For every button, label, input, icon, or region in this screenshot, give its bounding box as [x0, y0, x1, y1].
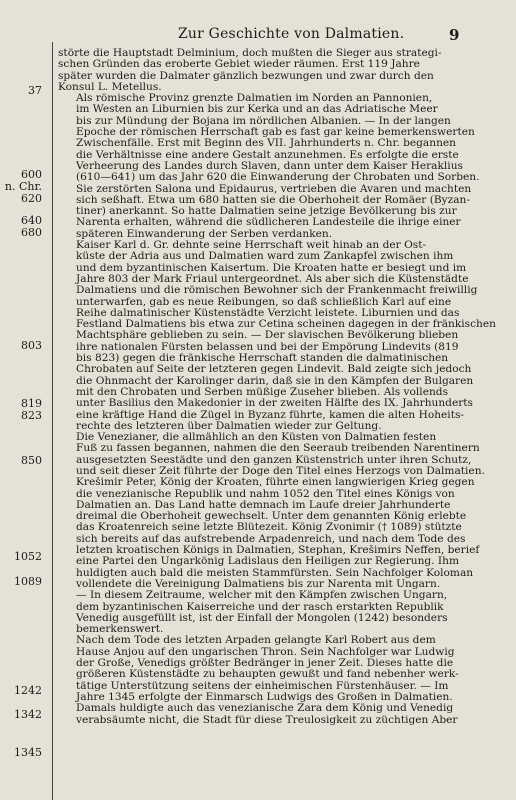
text-line: Nach dem Tode des letzten Arpaden gelangte Karl Robert aus dem [76, 635, 436, 647]
text-line: Narenta erhalten, während die südlicheren Landesteile die ihrige einer [76, 217, 461, 229]
text-line: rechte des letzteren über Dalmatien wieder zur Geltung. [76, 420, 382, 432]
paragraph [58, 93, 504, 240]
text-line: Dalmatien an. Das Land hatte demnach im Laufe dreier Jahrhunderte [76, 499, 451, 511]
paragraph [58, 635, 504, 725]
margin-year: 823 [21, 409, 42, 422]
text-line: huldigten auch bald die meisten Stammfürsten. Sein Nachfolger Koloman [76, 567, 474, 579]
margin-year: 819 [21, 397, 42, 410]
body-text [58, 48, 504, 726]
margin-year: 1052 [14, 550, 42, 563]
text-line: Kaiser Karl d. Gr. dehnte seine Herrschaft weit hinab an der Ost- [76, 240, 427, 252]
paragraph [58, 240, 504, 432]
text-line: Chrobaten auf Seite der letzteren gegen Lindevit. Bald zeigte sich jedoch [76, 364, 472, 376]
text-line: eine Partei den Ungarkönig Ladislaus den Heiligen zur Regierung. Ihm [76, 556, 459, 568]
margin-year: 1342 [14, 708, 42, 721]
text-line: letzten kroatischen Königs in Dalmatien, Stephan, Krešimirs Neffen, berief [76, 545, 480, 557]
text-line: Damals huldigte auch das venezianische Zara dem König und Venedig [76, 703, 454, 715]
text-line: Als römische Provinz grenzte Dalmatien im Norden an Pannonien, [76, 93, 433, 105]
text-line: ausgesetzten Seestädte und den ganzen Küstenstrich unter ihren Schutz, [76, 454, 472, 466]
text-line: eine kräftige Hand die Zügel in Byzanz führte, kamen die alten Hoheits- [76, 409, 464, 421]
text-line: und seit dieser Zeit führte der Doge den Titel eines Herzogs von Dalmatien. [76, 465, 485, 477]
text-line: Venedig ausgefüllt ist, ist der Einfall der Mongolen (1242) besonders [76, 612, 448, 624]
text-line: sich seßhaft. Etwa um 680 hatten sie die Oberhoheit der Romäer (Byzan- [76, 194, 470, 206]
text-line: — In diesem Zeitraume, welcher mit den Kämpfen zwischen Ungarn, [76, 590, 448, 602]
text-line: die venezianische Republik und nahm 1052 den Titel eines Königs von [76, 488, 455, 500]
text-line: Konsul L. Metellus. [58, 81, 162, 93]
paragraph [58, 432, 504, 635]
text-line: schen Gründen das eroberte Gebiet wieder räumen. Erst 119 Jahre [58, 59, 420, 71]
text-line: bemerkenswert. [76, 624, 164, 636]
text-line: der Große, Venedigs größter Bedränger in jener Zeit. Dieses hatte die [76, 658, 454, 670]
text-line: Machtsphäre geblieben zu sein. — Der slavischen Bevölkerung blieben [76, 330, 459, 342]
running-title: Zur Geschichte von Dalmatien. [178, 26, 405, 42]
text-line: Jahre 1345 erfolgte der Einmarsch Ludwigs des Großen in Dalmatien. [76, 691, 453, 703]
text-line: mit den Chrobaten und Serben müßige Zuseher blieben. Als vollends [76, 386, 449, 398]
text-line: Krešimir Peter, König der Kroaten, führte einen langwierigen Krieg gegen [76, 477, 475, 489]
margin-year: 803 [21, 339, 42, 352]
page-header [0, 16, 516, 44]
text-line: unterwarfen, gab es neue Reibungen, so daß schließlich Karl auf eine [76, 296, 452, 308]
text-line: Fuß zu fassen begannen, nahmen die den Seeraub treibenden Narentinern [76, 443, 480, 455]
text-line: Epoche der römischen Herrschaft gab es fast gar keine bemerkenswerten [76, 127, 475, 139]
text-line: bis zur Mündung der Bojana im nördlichen Albanien. — In der langen [76, 115, 451, 127]
page-number: 9 [449, 26, 460, 44]
text-line: tätige Unterstützung seitens der einheimischen Fürstenhäuser. — Im [76, 680, 449, 692]
text-line: die Ohnmacht der Karolinger darin, daß sie in den Kämpfen der Bulgaren [76, 375, 474, 387]
paragraph [58, 48, 504, 93]
text-line: Jahre 803 der Mark Friaul untergeordnet. Als aber sich die Küstenstädte [76, 273, 469, 285]
text-line: Hause Anjou auf den ungarischen Thron. Sein Nachfolger war Ludwig [76, 646, 455, 658]
text-line: Dalmatiens und die römischen Bewohner sich der Frankenmacht freiwillig [76, 285, 478, 297]
margin-year: 620 [21, 192, 42, 205]
text-line: Sie zerstörten Salona und Epidaurus, vertrieben die Avaren und machten [76, 183, 472, 195]
margin-year: n. Chr. [4, 180, 42, 193]
text-line: die Verhältnisse eine andere Gestalt anzunehmen. Es erfolgte die erste [76, 149, 459, 161]
margin-year: 640 [21, 214, 42, 227]
text-line: Die Venezianer, die allmählich an den Küsten von Dalmatien festen [76, 432, 437, 444]
text-line: Festland Dalmatiens bis etwa zur Cetina scheinen dagegen in der fränkischen [76, 319, 496, 331]
margin-year: 1242 [14, 684, 42, 697]
text-line: verabsäumte nicht, die Stadt für diese Treulosigkeit zu züchtigen Aber [76, 714, 458, 726]
text-line: größeren Küstenstädte zu behaupten gewußt und fand nebenher werk- [76, 669, 459, 681]
text-line: Zwischenfälle. Erst mit Beginn des VII. Jahrhunderts n. Chr. begannen [76, 138, 456, 150]
margin-year: 600 [21, 168, 42, 181]
margin-year: 850 [21, 454, 42, 467]
text-line: dreimal die Oberhoheit gewechselt. Unter dem genannten König erlebte [76, 511, 467, 523]
text-line: unter Basilius den Makedonier in der zweiten Hälfte des IX. Jahrhunderts [76, 398, 473, 410]
text-line: im Westen an Liburnien bis zur Kerka und an das Adriatische Meer [76, 104, 438, 116]
text-line: sich bereits auf das aufstrebende Arpadenreich, und nach dem Tode des [76, 533, 466, 545]
text-line: küste der Adria aus und Dalmatien ward zum Zankapfel zwischen ihm [76, 251, 454, 263]
text-line: ihre nationalen Fürsten belassen und bei der Empörung Lindevits (819 [76, 341, 459, 353]
margin-year: 1089 [14, 575, 42, 588]
margin-rule [52, 42, 53, 800]
text-line: tiner) anerkannt. So hatte Dalmatien seine jetzige Bevölkerung bis zur [76, 206, 457, 218]
text-line: später wurden die Dalmater gänzlich bezwungen und zwar durch den [58, 70, 434, 82]
margin-year: 37 [28, 84, 42, 97]
text-line: bis 823) gegen die fränkische Herrschaft standen die dalmatinischen [76, 353, 449, 365]
text-line: (610—641) um das Jahr 620 die Einwanderung der Chrobaten und Sorben. [76, 172, 480, 184]
text-line: dem byzantinischen Kaiserreiche und der rasch erstarkten Republik [76, 601, 444, 613]
margin-year: 1345 [14, 746, 42, 759]
text-line: das Kroatenreich seine letzte Blütezeit. König Zvonimir († 1089) stützte [76, 522, 462, 534]
text-line: Verheerung des Landes durch Slaven, dann unter dem Kaiser Heraklius [76, 160, 463, 172]
text-line: späteren Einwanderung der Serben verdanken. [76, 228, 333, 240]
text-line: vollendete die Vereinigung Dalmatiens bis zur Narenta mit Ungarn. [76, 578, 441, 590]
text-line: störte die Hauptstadt Delminium, doch mußten die Sieger aus strategi- [58, 48, 442, 59]
text-line: und dem byzantinischen Kaisertum. Die Kroaten hatte er besiegt und im [76, 262, 467, 274]
margin-year: 680 [21, 226, 42, 239]
text-line: Reihe dalmatinischer Küstenstädte Verzicht leistete. Liburnien und das [76, 307, 460, 319]
